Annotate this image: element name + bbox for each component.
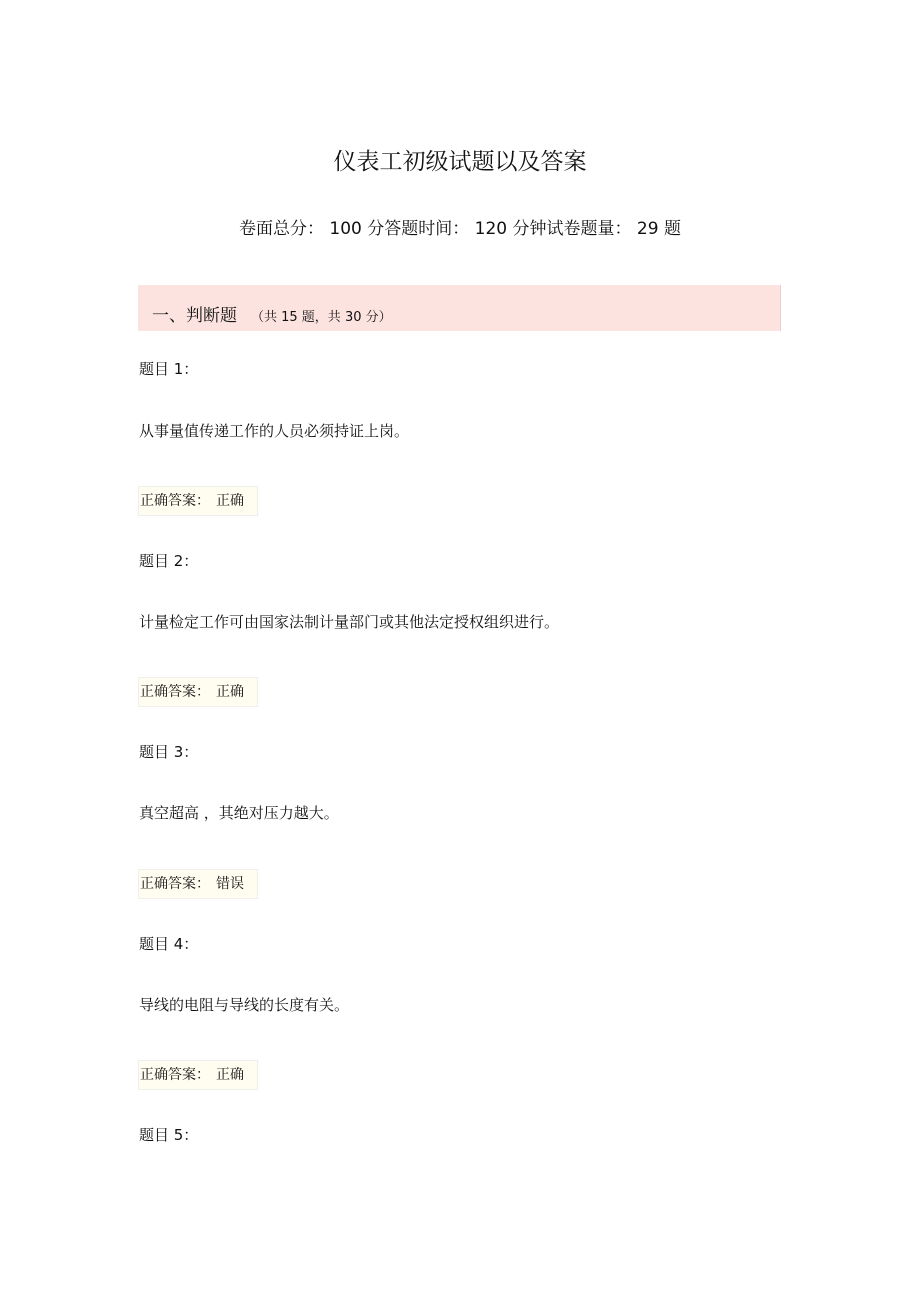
answer-box bbox=[138, 677, 258, 707]
answer-label: 正确答案： bbox=[140, 876, 210, 892]
question-label: 题目 3： bbox=[139, 743, 199, 761]
answer-value: 正确 bbox=[216, 493, 244, 509]
section-heading bbox=[152, 304, 392, 330]
answer-label: 正确答案： bbox=[140, 493, 210, 509]
answer-box bbox=[138, 1060, 258, 1090]
section-subtitle: （共 15 题，共 30 分） bbox=[251, 310, 392, 325]
question-label: 题目 4： bbox=[139, 935, 199, 953]
question-label: 题目 2： bbox=[139, 552, 199, 570]
answer-value: 正确 bbox=[216, 684, 244, 700]
answer-box bbox=[138, 869, 258, 899]
section-title: 一、判断题 bbox=[152, 306, 237, 326]
page-title: 仪表工初级试题以及答案 bbox=[333, 149, 587, 175]
answer-label: 正确答案： bbox=[140, 684, 210, 700]
question-text: 真空超高 ，其绝对压力越大。 bbox=[139, 804, 339, 822]
answer-box bbox=[138, 486, 258, 516]
question-text: 计量检定工作可由国家法制计量部门或其他法定授权组织进行。 bbox=[139, 613, 560, 631]
question-text: 从事量值传递工作的人员必须持证上岗。 bbox=[139, 422, 410, 440]
section-header bbox=[138, 285, 781, 331]
answer-value: 正确 bbox=[216, 1067, 244, 1083]
answer-value: 错误 bbox=[216, 876, 244, 892]
question-label: 题目 1： bbox=[139, 360, 199, 378]
answer-label: 正确答案： bbox=[140, 1067, 210, 1083]
exam-meta: 卷面总分： 100 分答题时间： 120 分钟试卷题量： 29 题 bbox=[239, 219, 681, 239]
question-text: 导线的电阻与导线的长度有关。 bbox=[139, 996, 350, 1014]
question-label: 题目 5： bbox=[139, 1126, 199, 1144]
